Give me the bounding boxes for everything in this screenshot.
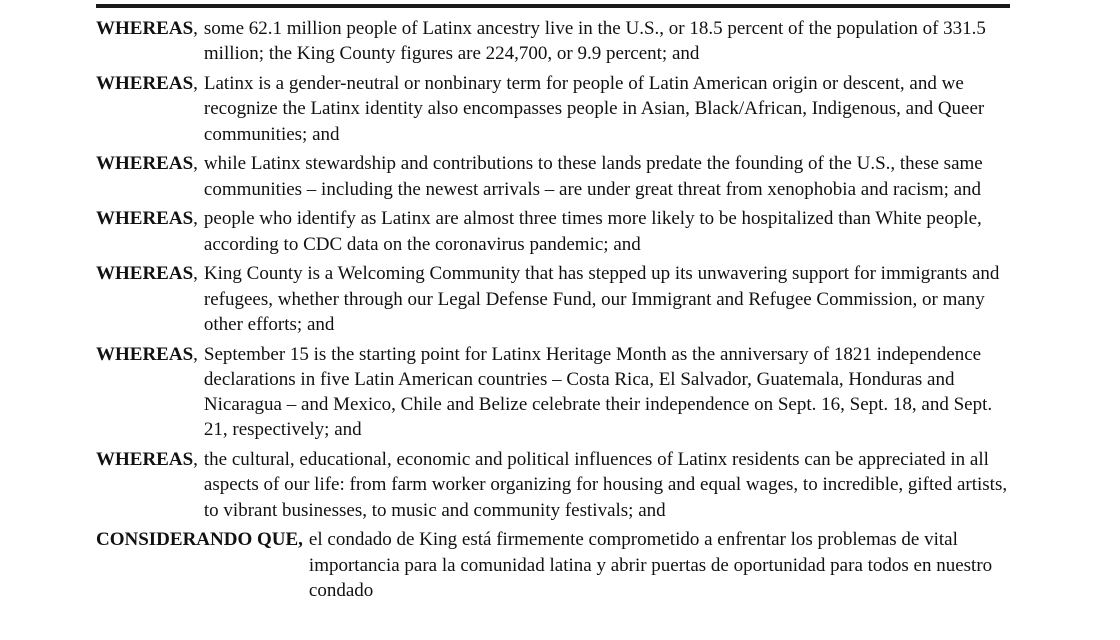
clause-text: King County is a Welcoming Community that has stepped up its unwavering support for immigrants and refugees, whether through our Legal Defense Fund, our Immigrant and Refugee Commission, or many other efforts; and	[203, 263, 1000, 335]
whereas-clause-stewardship	[96, 151, 1010, 202]
clause-keyword: WHEREAS,	[96, 18, 198, 39]
clause-text: while Latinx stewardship and contributions to these lands predate the founding of the U.S., these same communities – including the newest arrivals – are under great threat from xenophobia and racism; and	[203, 153, 983, 200]
whereas-clause-latinx-term	[96, 71, 1010, 147]
clause-text: the cultural, educational, economic and political influences of Latinx residents can be appreciated in all aspects of our life: from farm worker organizing for housing and equal wages, to incredible, gifted artists, to vibrant businesses, to music and community festivals; and	[203, 449, 1008, 521]
top-border-rule	[96, 4, 1010, 8]
clause-keyword: WHEREAS,	[96, 208, 198, 230]
whereas-clause-heritage-month	[96, 342, 1010, 443]
clause-keyword: WHEREAS,	[96, 449, 198, 471]
clause-text: some 62.1 million people of Latinx ancestry live in the U.S., or 18.5 percent of the population of 331.5 million; the King County figures are 224,700, or 9.9 percent; and	[203, 18, 986, 65]
whereas-clause-hospitalization	[96, 206, 1010, 257]
whereas-clause-welcoming-community	[96, 261, 1010, 337]
whereas-clause-cultural-influence	[96, 447, 1010, 523]
clause-text: people who identify as Latinx are almost three times more likely to be hospitalized than White people, according to CDC data on the coronavirus pandemic; and	[203, 208, 982, 255]
clause-text: September 15 is the starting point for Latinx Heritage Month as the anniversary of 1821 independence declarations in five Latin American countries – Costa Rica, El Salvador, Guatemala, Honduras and Nicaragua – and Mexico, Chile and Belize celebrate their independence on Sept. 16, Sept. 18, and Sept. 21, respectively; and	[203, 343, 993, 441]
clause-text: Latinx is a gender-neutral or nonbinary term for people of Latin American origin or descent, and we recognize the Latinx identity also encompasses people in Asian, Black/African, Indigenous, and Queer communities; and	[203, 72, 985, 145]
clause-keyword: WHEREAS,	[96, 343, 198, 365]
clause-keyword: WHEREAS,	[96, 153, 198, 175]
clause-keyword: WHEREAS,	[96, 72, 198, 94]
proclamation-body	[96, 16, 1010, 608]
whereas-clause-population	[96, 16, 1010, 67]
clause-text: el condado de King está firmemente comprometido a enfrentar los problemas de vital importancia para la comunidad latina y abrir puertas de oportunidad para todos en nuestro condado	[308, 529, 993, 601]
clause-keyword: CONSIDERANDO QUE,	[96, 529, 303, 551]
considerando-clause	[96, 527, 1010, 603]
clause-keyword: WHEREAS,	[96, 263, 198, 285]
